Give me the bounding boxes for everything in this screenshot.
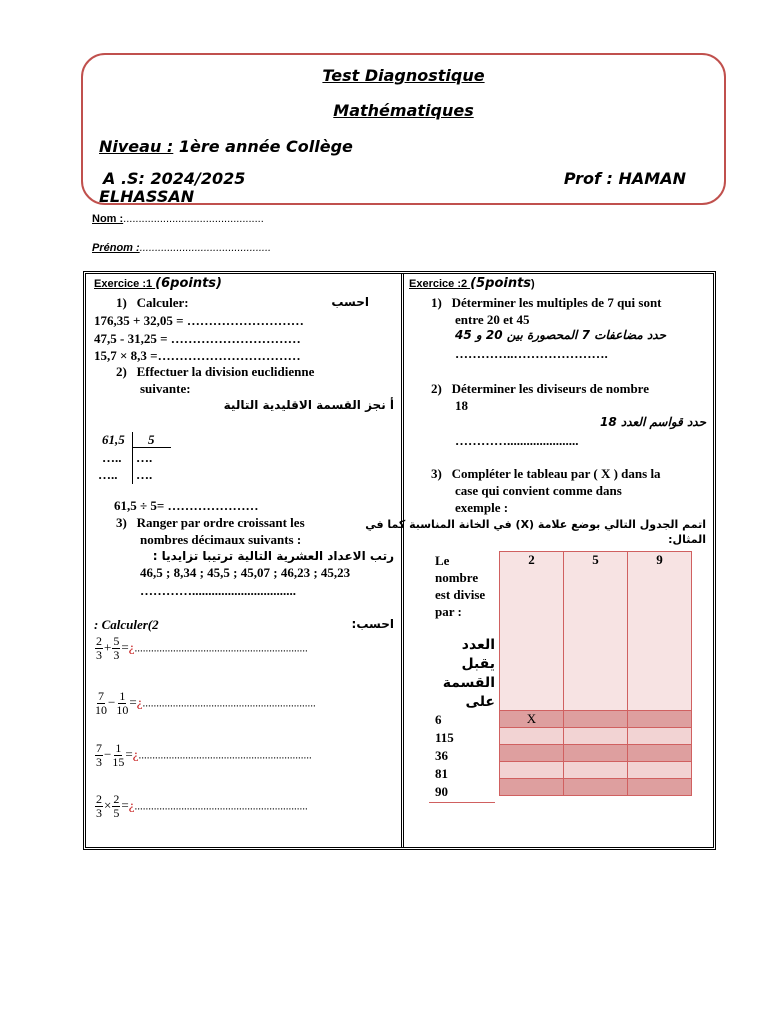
ex1-q3-numbers: 46,5 ; 8,34 ; 45,5 ; 45,07 ; 46,23 ; 45,23 — [140, 565, 351, 580]
division-dots-1: ….. — [102, 450, 122, 465]
table-cell[interactable] — [564, 728, 628, 745]
ex2-q1 — [431, 295, 662, 311]
fraction-num: 2 — [96, 792, 102, 806]
fraction-op: − — [104, 746, 112, 762]
fraction-num: 7 — [96, 741, 102, 755]
doc-title: Test Diagnostique — [322, 66, 485, 85]
fraction-exercise-2 — [94, 690, 316, 717]
ex2-q1-text-a: Déterminer les multiples de 7 qui sont — [451, 295, 662, 310]
teacher-name-cont: ELHASSAN — [99, 187, 195, 205]
fraction-b — [116, 690, 128, 717]
ex1-q2-text-b: suivante: — [140, 381, 191, 396]
nom-label: Nom : — [92, 213, 124, 225]
ex2-q2-ar: حدد قواسم العدد 18 — [599, 415, 706, 429]
fraction-num: 2 — [113, 792, 120, 806]
ex1-q2-ar: أ نجز القسمة الاقليدية التالية — [223, 398, 394, 412]
fraction-den: 3 — [96, 806, 102, 820]
ex2-q3-ar-a: اتمم الجدول التالي بوضع علامة (X) في الخانة المناسبة كما في — [365, 518, 706, 531]
fraction-op: × — [104, 797, 112, 813]
row-label-90: 90 — [435, 784, 448, 799]
fraction-exercise-3 — [94, 742, 312, 769]
ex2-q1-ar: حدد مضاعفات 7 المحصورة بين 20 و 45 — [455, 328, 667, 342]
table-cell[interactable] — [500, 779, 564, 796]
answer-mark: ¿ — [136, 694, 143, 710]
fraction-den: 3 — [96, 648, 102, 662]
col-header-5: 5 — [564, 552, 628, 711]
division-divisor: 5 — [148, 432, 155, 447]
answer-dots: ............................................................... — [134, 800, 308, 813]
ex1-q3-ar: رتب الاعداد العشرية التالية ترتيبا تزايديا : — [152, 549, 394, 563]
table-label-fr: Le nombre est divise par : — [435, 553, 486, 619]
ex1-q3 — [116, 515, 305, 531]
answer-dots: ............................................................... — [142, 697, 316, 710]
ex1-calc-ar: احسب: — [351, 617, 394, 631]
answer-dots: ............................................................... — [134, 642, 308, 655]
fraction-exercise-4 — [94, 793, 308, 820]
table-cell[interactable] — [628, 762, 692, 779]
ex2-q2-text-a: Déterminer les diviseurs de nombre — [451, 381, 649, 396]
equals-sign: = — [121, 797, 129, 813]
fraction-b — [112, 742, 124, 769]
division-dividend: 61,5 — [102, 432, 125, 447]
division-quot-dots-2: …. — [136, 467, 153, 482]
ex2-q3-text-c-label: exemple : — [455, 500, 509, 515]
table-label-underline — [429, 802, 495, 803]
table-cell[interactable] — [564, 711, 628, 728]
table-label-ar: العدد يقبل القسمة على — [442, 637, 495, 710]
ex1-q1 — [116, 295, 189, 311]
table-row — [500, 779, 692, 796]
col-header-9: 9 — [628, 552, 692, 711]
answer-mark: ¿ — [132, 746, 139, 762]
fraction-den: 10 — [95, 703, 107, 717]
fraction-den: 15 — [112, 755, 125, 769]
ex2-q3 — [431, 466, 661, 482]
prenom-dots: ........................................... — [139, 242, 272, 254]
fraction-a — [95, 635, 103, 662]
niveau — [99, 137, 353, 156]
column-divider — [401, 274, 404, 847]
ex1-q1-text: Calculer: — [136, 295, 189, 310]
ex2-q2 — [431, 381, 649, 397]
col-header-2: 2 — [500, 552, 564, 711]
teacher-name: Prof : HAMAN — [563, 169, 686, 188]
fraction-op: + — [104, 639, 112, 655]
division-dots-2: ….. — [98, 467, 118, 482]
ex2-q3-text-b: case qui convient comme dans — [455, 483, 622, 498]
ex2-q3-text-a: Compléter le tableau par ( X ) dans la — [451, 466, 661, 481]
ex2-q2-num: 2) — [431, 381, 442, 396]
ex2-q3-ar-b: المثال: — [668, 533, 706, 546]
ex1-q2-text-a: Effectuer la division euclidienne — [136, 364, 315, 379]
ex1-line1: 176,35 + 32,05 = ……………………… — [94, 313, 304, 328]
doc-subject: Mathématiques — [333, 101, 474, 120]
fraction-den: 3 — [113, 648, 120, 662]
prenom-line — [92, 242, 271, 254]
fraction-num: 7 — [98, 689, 104, 703]
fraction-a — [95, 690, 107, 717]
table-cell[interactable] — [628, 745, 692, 762]
fraction-num: 1 — [115, 741, 122, 755]
fraction-den: 10 — [116, 703, 129, 717]
answer-mark: ¿ — [128, 639, 135, 655]
ex1-q3-text-a: Ranger par ordre croissant les — [136, 515, 305, 530]
ex2-q2-text-b: 18 — [455, 398, 468, 413]
fraction-exercise-1 — [94, 635, 308, 662]
answer-mark: ¿ — [128, 797, 135, 813]
table-row — [500, 745, 692, 762]
ex1-line2: 47,5 - 31,25 = ………………………… — [94, 331, 301, 346]
fraction-a — [95, 742, 103, 769]
fraction-b — [112, 793, 120, 820]
row-label-36: 36 — [435, 748, 448, 763]
row-label-115: 115 — [435, 730, 454, 745]
ex2-q1-num: 1) — [431, 295, 442, 310]
ex2-q3-num: 3) — [431, 466, 442, 481]
ex2-title-label: Exercice :2 — [409, 278, 471, 290]
ex1-title — [94, 276, 222, 291]
fraction-op: − — [108, 694, 116, 710]
prenom-label: Prénom : — [92, 242, 140, 254]
equals-sign: = — [121, 639, 129, 655]
fraction-num: 1 — [119, 689, 126, 703]
niveau-label: Niveau : — [99, 137, 174, 156]
row-label-81: 81 — [435, 766, 448, 781]
table-cell[interactable] — [500, 762, 564, 779]
niveau-value: 1ère année Collège — [173, 137, 353, 156]
ex2-q3-text-c — [455, 500, 508, 516]
ex1-q3-num: 3) — [116, 515, 127, 530]
ex1-q1-num: 1) — [116, 295, 127, 310]
nom-dots: .............................................. — [123, 213, 264, 225]
ex1-title-label: Exercice :1 — [94, 278, 156, 290]
ex1-q3-dots: …………................................ — [140, 583, 296, 598]
fraction-b — [112, 635, 120, 662]
ex2-q2-dots: …………...................... — [455, 433, 579, 448]
ex1-q3-text-b: nombres décimaux suivants : — [140, 532, 302, 547]
equals-sign: = — [125, 746, 133, 762]
ex1-q1-ar: احسب — [331, 295, 369, 309]
table-row — [500, 728, 692, 745]
divisibility-table — [499, 551, 692, 796]
ex2-points-close: ) — [531, 278, 535, 290]
answer-dots: ............................................................... — [138, 749, 312, 762]
table-cell[interactable] — [500, 728, 564, 745]
division-bar-vertical — [132, 432, 133, 484]
table-cell[interactable] — [564, 779, 628, 796]
table-cell[interactable] — [628, 779, 692, 796]
table-cell[interactable] — [500, 745, 564, 762]
equals-sign: = — [129, 694, 137, 710]
fraction-a — [95, 793, 103, 820]
table-cell[interactable] — [564, 762, 628, 779]
row-label-6: 6 — [435, 712, 442, 727]
table-cell[interactable]: X — [500, 711, 564, 728]
fraction-num: 5 — [113, 634, 120, 648]
nom-line — [92, 213, 264, 225]
ex1-points: (6points) — [155, 276, 222, 291]
ex2-q1-text-b: entre 20 et 45 — [455, 312, 530, 327]
table-cell[interactable] — [564, 745, 628, 762]
school-year: A .S: 2024/2025 — [103, 169, 246, 188]
ex1-q2 — [116, 364, 314, 380]
fraction-den: 5 — [113, 806, 120, 820]
ex1-q2-num: 2) — [116, 364, 127, 379]
table-cell[interactable] — [628, 711, 692, 728]
ex1-line3: 15,7 × 8,3 =…………………………… — [94, 348, 301, 363]
table-cell[interactable] — [628, 728, 692, 745]
fraction-num: 2 — [96, 634, 102, 648]
ex2-q1-dots: …………..…………………. — [455, 346, 608, 361]
division-result: 61,5 ÷ 5= ………………… — [114, 498, 259, 513]
table-row — [500, 711, 692, 728]
header-box — [81, 53, 726, 205]
fraction-den: 3 — [96, 755, 102, 769]
table-row — [500, 762, 692, 779]
ex2-points: (5points — [470, 276, 532, 291]
ex1-calc-label: : Calculer(2 — [94, 617, 159, 632]
division-quot-dots-1: …. — [136, 450, 153, 465]
exercises-table — [83, 271, 716, 850]
ex2-title — [409, 276, 535, 291]
